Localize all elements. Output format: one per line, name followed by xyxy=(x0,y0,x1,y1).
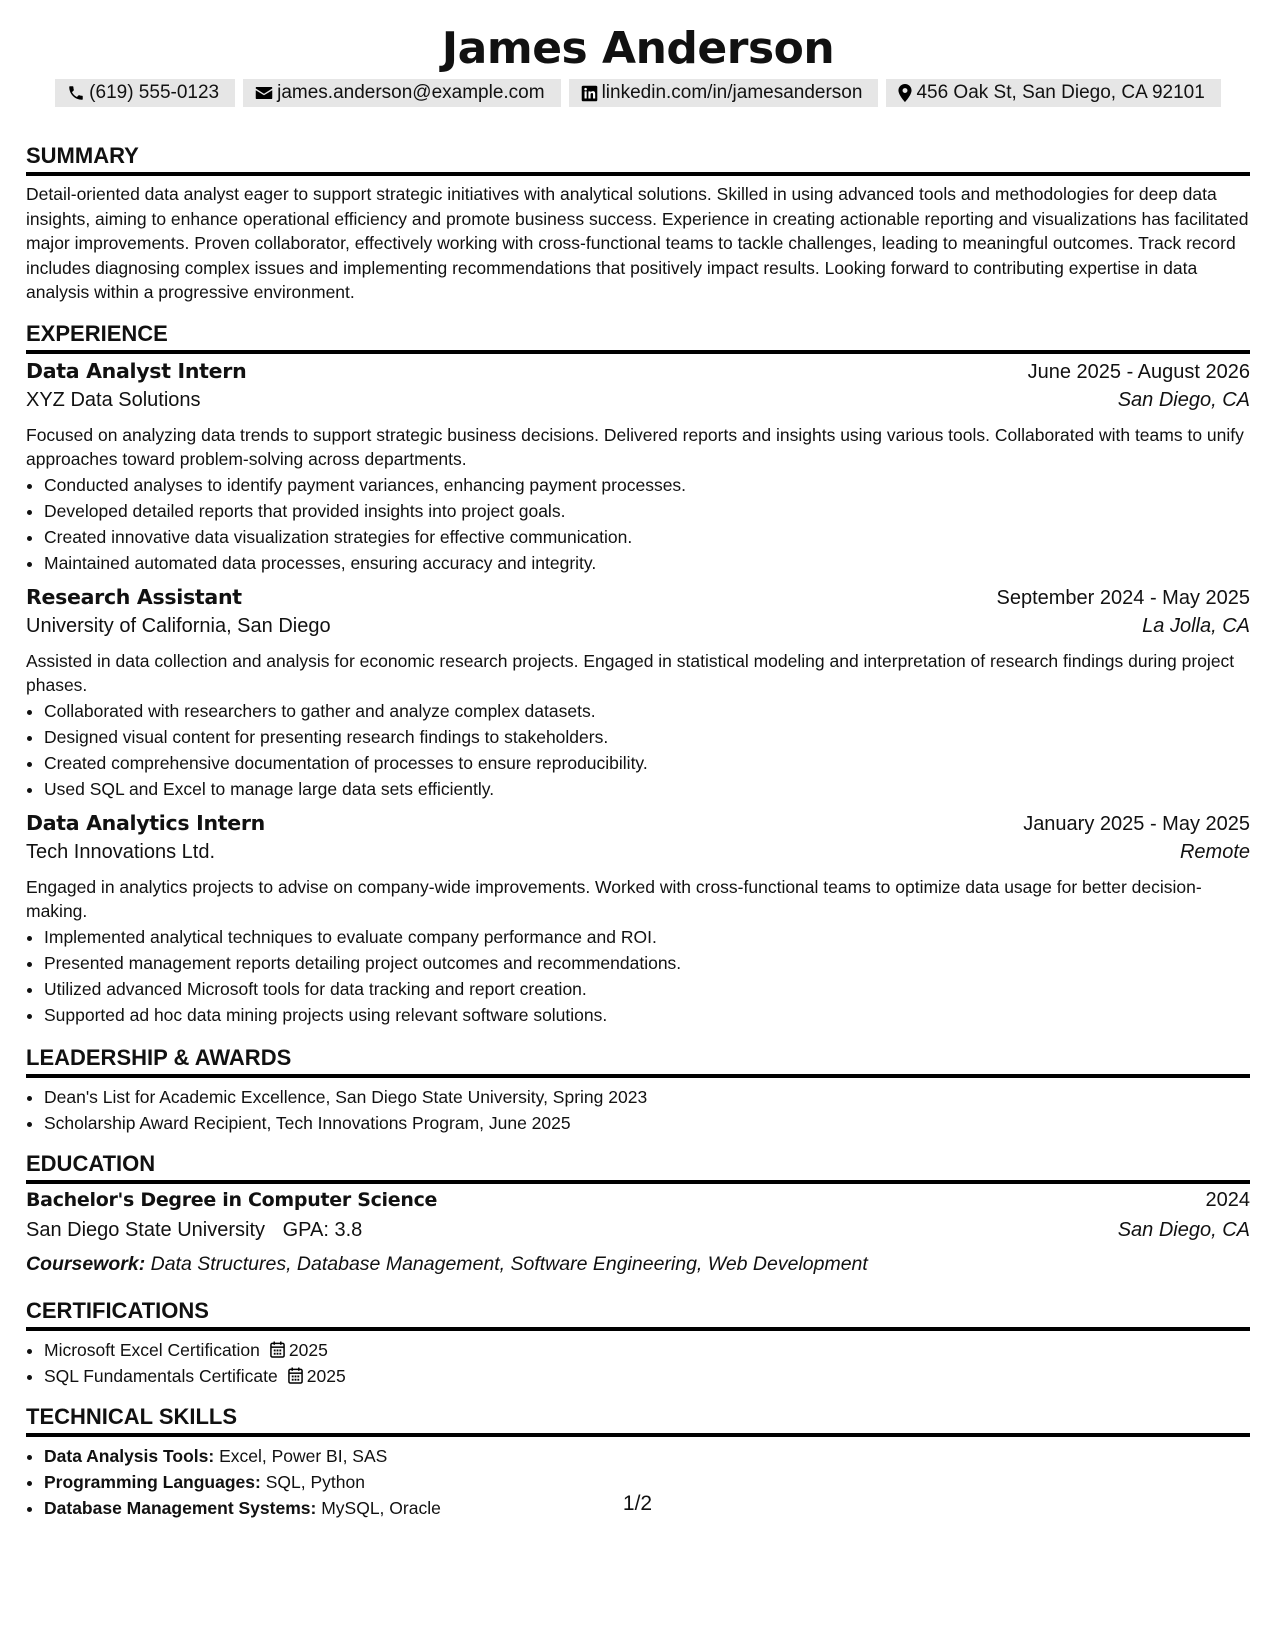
list-item: • Implemented analytical techniques to evaluate company performance and ROI. xyxy=(44,924,1250,950)
job-description: Assisted in data collection and analysis for economic research projects. Engaged in statistical modeling and interpretation of research findings during project phases. xyxy=(26,650,1235,695)
job-title: Data Analytics Intern xyxy=(26,810,265,835)
certifications-section xyxy=(26,1297,1250,1389)
email-text: james.anderson@example.com xyxy=(277,82,545,103)
job-bullets xyxy=(26,698,1250,802)
section-title-education: EDUCATION xyxy=(26,1150,1250,1184)
contact-address[interactable] xyxy=(886,79,1220,107)
list-item: • Used SQL and Excel to manage large data sets efficiently. xyxy=(44,776,1250,802)
envelope-icon xyxy=(255,85,273,101)
skill-label: Data Analysis Tools: xyxy=(44,1445,215,1466)
page-number: 1/2 xyxy=(622,1492,653,1515)
phone-icon xyxy=(67,84,85,102)
coursework xyxy=(26,1249,1250,1279)
experience-section xyxy=(26,320,1250,1028)
job-company: University of California, San Diego xyxy=(26,614,331,637)
job-bullets xyxy=(26,924,1250,1028)
job-title: Research Assistant xyxy=(26,584,242,609)
job-location: La Jolla, CA xyxy=(1142,614,1250,637)
contact-bar xyxy=(26,79,1250,107)
education-section xyxy=(26,1150,1250,1279)
summary-text: Detail-oriented data analyst eager to support strategic initiatives with analytical solutions. Skilled in using advanced tools and methodologies for deep data insights, aiming to enhance operational efficiency and promote business success. Experience in creating actionable reporting and visualizations has facilitated major improvements. Proven collaborator, effectively working with cross-functional teams to tackle challenges, leading to meaningful outcomes. Track record includes diagnosing complex issues and implementing recommendations that positively impact results. Looking forward to contributing expertise in data analysis within a progressive environment. xyxy=(26,184,1249,302)
job-entry xyxy=(26,359,1250,576)
certification-name: SQL Fundamentals Certificate xyxy=(44,1365,278,1386)
contact-linkedin[interactable] xyxy=(569,79,879,107)
list-item: • Developed detailed reports that provided insights into project goals. xyxy=(44,498,1250,524)
list-item: • Utilized advanced Microsoft tools for data tracking and report creation. xyxy=(44,976,1250,1002)
school-name: San Diego State University xyxy=(26,1218,266,1241)
skill-value: SQL, Python xyxy=(265,1471,365,1492)
job-entry xyxy=(26,585,1250,802)
contact-email[interactable] xyxy=(243,79,560,107)
linkedin-icon xyxy=(581,85,598,102)
school-location: San Diego, CA xyxy=(1117,1218,1250,1241)
certification-year: 2025 xyxy=(288,1339,328,1360)
calendar-icon xyxy=(288,1367,303,1384)
candidate-name: James Anderson xyxy=(441,23,835,74)
list-item: • Scholarship Award Recipient, Tech Innovations Program, June 2025 xyxy=(44,1110,1250,1136)
section-title-skills: TECHNICAL SKILLS xyxy=(26,1403,1250,1437)
list-item: • Created innovative data visualization strategies for effective communication. xyxy=(44,524,1250,550)
contact-phone[interactable] xyxy=(55,79,235,107)
list-item xyxy=(44,1443,1250,1469)
job-location: San Diego, CA xyxy=(1117,388,1250,411)
skill-value: MySQL, Oracle xyxy=(321,1497,441,1518)
graduation-year: 2024 xyxy=(1205,1188,1250,1211)
job-company: Tech Innovations Ltd. xyxy=(26,840,216,863)
list-item xyxy=(44,1469,1250,1495)
list-item: • Presented management reports detailing project outcomes and recommendations. xyxy=(44,950,1250,976)
linkedin-text: linkedin.com/in/jamesanderson xyxy=(601,82,863,103)
job-description: Focused on analyzing data trends to support strategic business decisions. Delivered reports and insights using various tools. Collaborated with teams to unify approaches toward problem-solving across departments. xyxy=(26,424,1244,469)
list-item xyxy=(44,1337,1250,1363)
skill-label: Programming Languages: xyxy=(44,1471,261,1492)
skill-value: Excel, Power BI, SAS xyxy=(219,1445,388,1466)
job-entry xyxy=(26,811,1250,1028)
job-dates: January 2025 - May 2025 xyxy=(1023,812,1250,835)
list-item: • Dean's List for Academic Excellence, San Diego State University, Spring 2023 xyxy=(44,1084,1250,1110)
school-name-gpa xyxy=(26,1219,362,1242)
list-item: • Created comprehensive documentation of processes to ensure reproducibility. xyxy=(44,750,1250,776)
coursework-list: Data Structures, Database Management, Software Engineering, Web Development xyxy=(150,1252,868,1275)
certifications-list xyxy=(26,1337,1250,1389)
certification-name: Microsoft Excel Certification xyxy=(44,1339,260,1360)
job-description: Engaged in analytics projects to advise on company-wide improvements. Worked with cross-functional teams to optimize data usage for better decision-making. xyxy=(26,876,1202,921)
calendar-icon xyxy=(270,1341,285,1358)
job-dates: June 2025 - August 2026 xyxy=(1027,360,1250,383)
section-title-certifications: CERTIFICATIONS xyxy=(26,1297,1250,1331)
resume-page xyxy=(26,0,1250,1521)
phone-text: (619) 555-0123 xyxy=(89,82,220,103)
map-marker-icon xyxy=(898,84,912,102)
skill-label: Database Management Systems: xyxy=(44,1497,317,1518)
section-title-leadership: LEADERSHIP & AWARDS xyxy=(26,1044,1250,1078)
degree-title: Bachelor's Degree in Computer Science xyxy=(26,1188,438,1211)
certification-year: 2025 xyxy=(306,1365,346,1386)
list-item: • Maintained automated data processes, ensuring accuracy and integrity. xyxy=(44,550,1250,576)
job-title: Data Analyst Intern xyxy=(26,358,247,383)
gpa: GPA: 3.8 xyxy=(282,1218,363,1241)
list-item: • Conducted analyses to identify payment variances, enhancing payment processes. xyxy=(44,472,1250,498)
job-dates: September 2024 - May 2025 xyxy=(996,586,1250,609)
awards-list xyxy=(26,1084,1250,1136)
list-item: • Supported ad hoc data mining projects using relevant software solutions. xyxy=(44,1002,1250,1028)
summary-section xyxy=(26,142,1250,305)
list-item xyxy=(44,1363,1250,1389)
job-location: Remote xyxy=(1179,840,1250,863)
leadership-section xyxy=(26,1044,1250,1136)
job-company: XYZ Data Solutions xyxy=(26,388,201,411)
coursework-label: Coursework: xyxy=(26,1252,146,1275)
section-title-summary: SUMMARY xyxy=(26,142,1250,176)
address-text: 456 Oak St, San Diego, CA 92101 xyxy=(916,82,1205,103)
list-item: • Designed visual content for presenting research findings to stakeholders. xyxy=(44,724,1250,750)
job-bullets xyxy=(26,472,1250,576)
list-item: • Collaborated with researchers to gather and analyze complex datasets. xyxy=(44,698,1250,724)
section-title-experience: EXPERIENCE xyxy=(26,320,1250,354)
